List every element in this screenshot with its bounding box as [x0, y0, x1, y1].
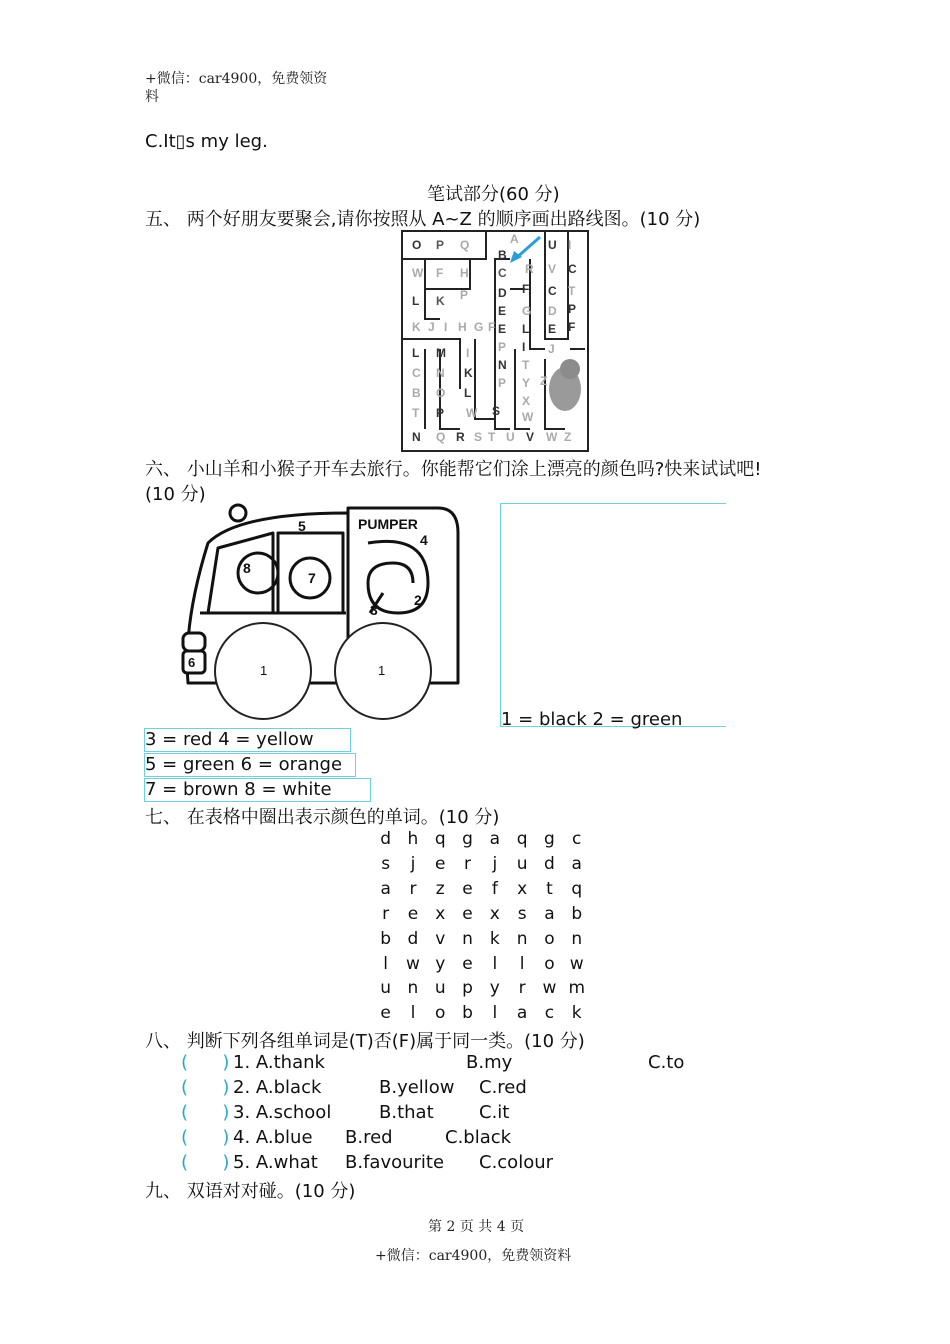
svg-text:U: U	[506, 430, 515, 444]
grid-letter[interactable]: n	[462, 928, 473, 949]
question-option-a: 5. A.what	[233, 1152, 318, 1173]
svg-text:B: B	[498, 248, 507, 262]
answer-blank[interactable]: ( )	[181, 1127, 230, 1148]
svg-text:V: V	[548, 262, 557, 276]
grid-letter[interactable]: l	[410, 1003, 416, 1024]
svg-text:P: P	[436, 406, 445, 420]
svg-text:L: L	[464, 386, 472, 400]
svg-text:P: P	[460, 288, 469, 302]
grid-letter[interactable]: d	[544, 853, 555, 874]
section6-points: (10 分)	[145, 484, 206, 505]
grid-letter[interactable]: w	[405, 953, 420, 974]
legend-row3: 5 = green 6 = orange	[144, 753, 356, 777]
question-option-b: B.favourite	[345, 1152, 445, 1173]
grid-letter[interactable]: s	[381, 853, 391, 874]
svg-text:T: T	[412, 406, 420, 420]
car-coloring-image	[178, 503, 468, 723]
grid-letter[interactable]: c	[544, 1003, 555, 1024]
grid-letter[interactable]: q	[434, 829, 446, 849]
svg-text:F: F	[488, 320, 496, 334]
svg-text:T: T	[522, 358, 530, 372]
grid-letter[interactable]: o	[435, 1003, 446, 1024]
grid-letter[interactable]: x	[517, 878, 528, 899]
question-option-b: B.red	[345, 1127, 393, 1148]
grid-letter[interactable]: n	[516, 928, 528, 949]
answer-blank[interactable]: ( )	[181, 1052, 230, 1073]
maze-image	[400, 229, 590, 453]
legend-row2: 3 = red 4 = yellow	[144, 728, 351, 752]
svg-text:E: E	[498, 322, 507, 336]
legend-row4: 7 = brown 8 = white	[144, 778, 371, 802]
svg-text:N: N	[498, 358, 507, 372]
grid-letter[interactable]: x	[435, 903, 446, 924]
grid-letter[interactable]: y	[435, 953, 446, 974]
question-option-c: C.it	[479, 1102, 510, 1123]
svg-text:C: C	[568, 262, 577, 276]
svg-text:D: D	[548, 304, 557, 318]
question-option-b: B.that	[379, 1102, 434, 1123]
grid-letter[interactable]: a	[380, 878, 391, 899]
svg-text:S: S	[474, 430, 483, 444]
grid-letter[interactable]: w	[569, 953, 584, 974]
grid-letter[interactable]: n	[407, 978, 419, 999]
svg-text:G: G	[522, 304, 532, 318]
grid-letter[interactable]: h	[407, 829, 419, 849]
grid-letter[interactable]: u	[434, 978, 446, 999]
svg-text:E: E	[548, 322, 557, 336]
svg-text:M: M	[436, 346, 446, 360]
svg-text:W: W	[546, 430, 558, 444]
section9-title: 九、 双语对对碰。(10 分)	[145, 1181, 356, 1202]
grid-letter[interactable]: a	[489, 829, 501, 849]
previous-option-text: C.It▯s my leg.	[145, 131, 268, 152]
svg-text:I: I	[568, 238, 572, 252]
question-option-a: 2. A.black	[233, 1077, 322, 1098]
car-number-7: 7	[308, 570, 316, 586]
grid-row	[372, 879, 590, 899]
car-number-3: 3	[370, 602, 378, 618]
grid-letter[interactable]: o	[544, 928, 555, 949]
svg-text:K: K	[436, 294, 445, 308]
legend-frame	[500, 503, 726, 727]
header-promo-line2: 料	[145, 89, 159, 105]
grid-row	[372, 904, 590, 924]
grid-letter[interactable]: k	[571, 1003, 582, 1024]
grid-row	[372, 954, 590, 974]
car-number-5: 5	[298, 518, 306, 534]
grid-letter[interactable]: e	[407, 903, 419, 924]
svg-text:S: S	[492, 404, 501, 418]
svg-text:N: N	[412, 430, 421, 444]
svg-text:C: C	[498, 266, 507, 280]
grid-row	[372, 929, 590, 949]
svg-text:Z: Z	[540, 374, 548, 388]
grid-letter[interactable]: b	[380, 928, 392, 949]
car-number-1-left: 1	[260, 663, 268, 678]
grid-letter[interactable]: a	[571, 853, 582, 874]
grid-letter[interactable]: v	[435, 928, 446, 949]
grid-letter[interactable]: d	[380, 829, 392, 849]
svg-text:I: I	[444, 320, 448, 334]
grid-letter[interactable]: a	[516, 1003, 528, 1024]
svg-text:D: D	[498, 286, 507, 300]
grid-letter[interactable]: e	[435, 853, 446, 874]
car-number-8: 8	[243, 560, 251, 576]
svg-text:F: F	[568, 320, 576, 334]
section7-title: 七、 在表格中圈出表示颜色的单词。(10 分)	[145, 807, 500, 828]
grid-letter[interactable]: j	[410, 853, 416, 874]
car-number-2: 2	[414, 592, 422, 608]
svg-text:C: C	[548, 284, 557, 298]
grid-letter[interactable]: x	[489, 903, 500, 924]
svg-text:U: U	[548, 238, 557, 252]
svg-text:F: F	[522, 282, 530, 296]
grid-row	[372, 1003, 590, 1023]
grid-letter[interactable]: u	[516, 853, 528, 874]
question-option-a: 1. A.thank	[233, 1052, 325, 1073]
grid-letter[interactable]: s	[517, 903, 527, 924]
question-option-b: B.my	[466, 1052, 513, 1073]
page-number: 第 2 页 共 4 页	[428, 1219, 525, 1235]
grid-letter[interactable]: y	[489, 978, 500, 999]
grid-letter[interactable]: l	[383, 953, 389, 974]
svg-text:W: W	[466, 406, 478, 420]
svg-text:T: T	[568, 284, 576, 298]
question-option-a: 3. A.school	[233, 1102, 332, 1123]
svg-text:O: O	[412, 238, 422, 252]
legend-row1: 1 = black 2 = green	[501, 709, 683, 730]
svg-text:P: P	[498, 340, 507, 354]
question-option-c: C.red	[479, 1077, 527, 1098]
svg-text:I: I	[466, 346, 470, 360]
svg-text:X: X	[522, 394, 531, 408]
car-number-4: 4	[420, 532, 428, 548]
car-number-1-right: 1	[378, 663, 386, 678]
svg-text:P: P	[568, 302, 577, 316]
svg-text:R: R	[525, 262, 534, 276]
answer-blank[interactable]: ( )	[181, 1152, 230, 1173]
grid-letter[interactable]: q	[516, 829, 528, 849]
grid-letter[interactable]: r	[518, 978, 526, 999]
grid-letter[interactable]: n	[571, 928, 583, 949]
section8-title: 八、 判断下列各组单词是(T)否(F)属于同一类。(10 分)	[145, 1031, 585, 1052]
svg-text:W: W	[522, 410, 534, 424]
section-title: 笔试部分(60 分)	[427, 184, 560, 205]
svg-text:Z: Z	[564, 430, 572, 444]
svg-text:K: K	[412, 320, 421, 334]
svg-text:I: I	[522, 340, 526, 354]
grid-letter[interactable]: e	[462, 903, 473, 924]
grid-letter[interactable]: q	[571, 878, 583, 899]
svg-text:L: L	[522, 322, 530, 336]
answer-blank[interactable]: ( )	[181, 1102, 230, 1123]
svg-text:Q: Q	[460, 238, 470, 252]
question-option-b: B.yellow	[379, 1077, 455, 1098]
svg-text:G: G	[474, 320, 484, 334]
grid-letter[interactable]: t	[546, 878, 553, 899]
grid-letter[interactable]: b	[462, 1003, 473, 1024]
question-option-c: C.colour	[479, 1152, 554, 1173]
grid-letter[interactable]: m	[568, 978, 585, 999]
grid-letter[interactable]: r	[464, 853, 472, 874]
grid-letter[interactable]: o	[544, 953, 555, 974]
svg-text:J: J	[548, 342, 555, 356]
answer-blank[interactable]: ( )	[181, 1077, 230, 1098]
svg-text:N: N	[436, 366, 445, 380]
grid-letter[interactable]: f	[491, 878, 498, 899]
svg-text:V: V	[526, 430, 535, 444]
svg-text:W: W	[412, 266, 424, 280]
grid-letter[interactable]: e	[380, 1003, 391, 1024]
question-option-c: C.black	[445, 1127, 512, 1148]
car-number-6: 6	[188, 655, 196, 670]
svg-text:T: T	[488, 430, 496, 444]
svg-text:R: R	[456, 430, 465, 444]
footer-promo: +微信：car4900，免费领资料	[375, 1248, 572, 1264]
grid-letter[interactable]: e	[462, 878, 473, 899]
svg-text:O: O	[436, 386, 446, 400]
svg-text:L: L	[412, 294, 420, 308]
grid-row	[372, 829, 590, 849]
grid-letter[interactable]: e	[462, 953, 473, 974]
svg-text:K: K	[464, 366, 473, 380]
svg-text:Q: Q	[436, 430, 446, 444]
grid-letter[interactable]: p	[462, 978, 473, 999]
grid-letter[interactable]: z	[435, 878, 445, 899]
grid-letter[interactable]: k	[489, 928, 500, 949]
grid-letter[interactable]: l	[492, 1003, 498, 1024]
svg-text:Y: Y	[522, 376, 531, 390]
section6-title: 六、 小山羊和小猴子开车去旅行。你能帮它们涂上漂亮的颜色吗?快来试试吧!	[145, 459, 762, 480]
svg-text:P: P	[498, 376, 507, 390]
grid-letter[interactable]: r	[382, 903, 390, 924]
grid-letter[interactable]: c	[572, 829, 582, 849]
grid-row	[372, 854, 590, 874]
car-label-pumper: PUMPER	[358, 516, 418, 532]
svg-text:H: H	[460, 266, 469, 280]
grid-letter[interactable]: r	[409, 878, 417, 899]
grid-row	[372, 978, 590, 998]
svg-text:J: J	[428, 320, 435, 334]
grid-letter[interactable]: b	[571, 903, 583, 924]
svg-text:C: C	[412, 366, 421, 380]
svg-text:B: B	[412, 386, 421, 400]
svg-text:L: L	[412, 346, 420, 360]
svg-text:E: E	[498, 304, 507, 318]
grid-letter[interactable]: w	[542, 978, 557, 999]
grid-letter[interactable]: g	[544, 829, 555, 849]
grid-letter[interactable]: l	[519, 953, 525, 974]
question-option-a: 4. A.blue	[233, 1127, 313, 1148]
grid-letter[interactable]: j	[492, 853, 498, 874]
svg-text:A: A	[510, 232, 519, 246]
header-promo-line1: +微信：car4900，免费领资	[145, 71, 328, 87]
grid-letter[interactable]: a	[544, 903, 555, 924]
svg-text:H: H	[458, 320, 467, 334]
grid-letter[interactable]: g	[462, 829, 473, 849]
grid-letter[interactable]: u	[380, 978, 392, 999]
grid-letter[interactable]: d	[407, 928, 419, 949]
section5-title: 五、 两个好朋友要聚会,请你按照从 A~Z 的顺序画出路线图。(10 分)	[145, 209, 701, 230]
question-option-c: C.to	[648, 1052, 685, 1073]
grid-letter[interactable]: l	[492, 953, 498, 974]
svg-text:P: P	[436, 238, 445, 252]
svg-text:F: F	[436, 266, 444, 280]
